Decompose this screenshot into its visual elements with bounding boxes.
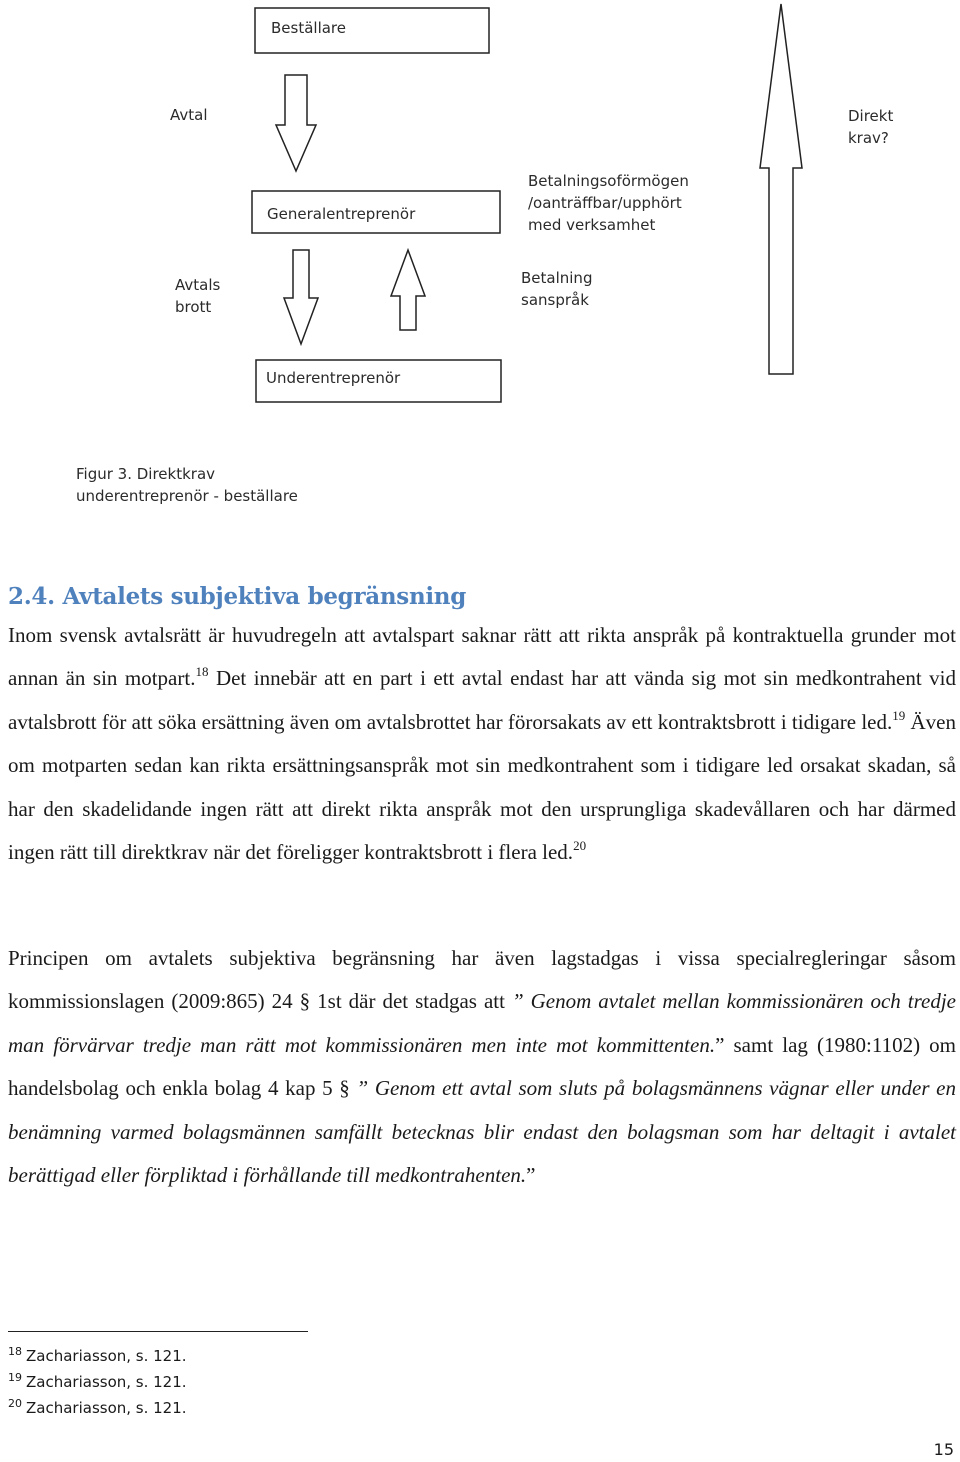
label-direkt-krav-line1: Direkt <box>848 107 894 125</box>
arrow-down-avtal <box>276 75 316 171</box>
label-avtalsbrott-line2: brott <box>175 298 212 316</box>
paragraph-2-text-2: 1st där det stadgas att <box>310 989 512 1014</box>
quote-handelsbolagslagen: ” Genom ett avtal som sluts på bolagsmännens vägnar eller under en benämning varmed bolagsmännen samfällt betecknas blir endast den bolagsman som har deltagit i avtalet berättigad eller förpliktad i förhållande till medkontrahenten. <box>8 1076 956 1188</box>
section-heading: 2.4. Avtalets subjektiva begränsning <box>8 583 467 610</box>
footnote-19 <box>8 1369 187 1395</box>
footnote-ref-20[interactable]: 20 <box>573 838 587 854</box>
footnote-ref-19[interactable]: 19 <box>892 707 906 723</box>
footnote-text: Zachariasson, s. 121. <box>26 1373 187 1391</box>
paragraph-2 <box>8 937 956 1197</box>
footnote-separator <box>8 1331 308 1332</box>
label-avtal: Avtal <box>170 106 208 124</box>
footnote-20 <box>8 1395 187 1421</box>
paragraph-1-sentence-3: Även om motparten sedan kan rikta ersättningsanspråk mot sin medkontrahent som i tidigare led orsakat skadan, så har den skadelidande ingen rätt att direkt rikta anspråk mot den ursprungliga skadevållaren och har därmed ingen rätt till direktkrav när det föreligger kontraktsbrott i flera led. <box>8 709 956 865</box>
label-betalningsoformogen-line3: med verksamhet <box>528 216 656 234</box>
paragraph-1-sentence-1: Inom svensk avtalsrätt är huvudregeln att avtalspart saknar rätt att rikta anspråk på kontraktuella grunder mot annan än sin motpart. <box>8 623 956 691</box>
figure-caption-line1: Figur 3. Direktkrav <box>76 465 216 483</box>
box-underentreprenor-label: Underentreprenör <box>266 369 401 387</box>
footnote-number: 20 <box>8 1397 22 1410</box>
section-sign-1: § <box>299 989 311 1014</box>
box-bestallare-label: Beställare <box>271 19 346 37</box>
footnote-number: 18 <box>8 1345 22 1358</box>
label-betalningsansprak-line1: Betalning <box>521 269 593 287</box>
footnote-ref-18[interactable]: 18 <box>195 664 209 680</box>
label-betalningsansprak-line2: sanspråk <box>521 291 589 309</box>
box-generalentreprenor-label: Generalentreprenör <box>267 205 416 223</box>
page-number: 15 <box>933 1440 954 1459</box>
label-direkt-krav-line2: krav? <box>848 129 889 147</box>
label-avtalsbrott-line1: Avtals <box>175 276 221 294</box>
quote-kommissionslagen: ” Genom avtalet mellan kommissionären och tredje man förvärvar tredje man rätt mot kommissionären men inte mot kommittenten. <box>8 989 956 1057</box>
footnotes-list <box>8 1343 187 1421</box>
quote-1-end: ” <box>715 1032 725 1057</box>
quote-2-end: ” <box>526 1163 536 1188</box>
arrow-up-betalningsansprak <box>391 250 425 330</box>
label-betalningsoformogen-line2: /oanträffbar/upphört <box>528 194 682 212</box>
arrow-up-direkt-krav <box>760 4 802 374</box>
footnote-18 <box>8 1343 187 1369</box>
paragraph-2-text-3: samt lag (1980:1102) om handelsbolag och enkla bolag 4 kap 5 <box>8 1032 956 1101</box>
footnote-text: Zachariasson, s. 121. <box>26 1399 187 1417</box>
paragraph-2-text-1: Principen om avtalets subjektiva begränsning har även lagstadgas i vissa specialregleringar såsom kommissionslagen (2009:865) 24 <box>8 946 956 1014</box>
footnote-text: Zachariasson, s. 121. <box>26 1347 187 1365</box>
paragraph-1-sentence-2: Det innebär att en part i ett avtal endast har att vända sig mot sin medkontrahent vid avtalsbrott för att söka ersättning även om avtalsbrottet har förorsakats av ett kontraktsbrott i tidigare led. <box>8 666 956 734</box>
paragraph-1 <box>8 614 956 874</box>
figure-caption-line2: underentreprenör - beställare <box>76 487 298 505</box>
section-sign-2: § <box>339 1076 350 1101</box>
label-betalningsoformogen-line1: Betalningsoförmögen <box>528 172 689 190</box>
direct-claim-diagram <box>0 0 960 520</box>
footnote-number: 19 <box>8 1371 22 1384</box>
arrow-down-avtalsbrott <box>284 250 318 344</box>
